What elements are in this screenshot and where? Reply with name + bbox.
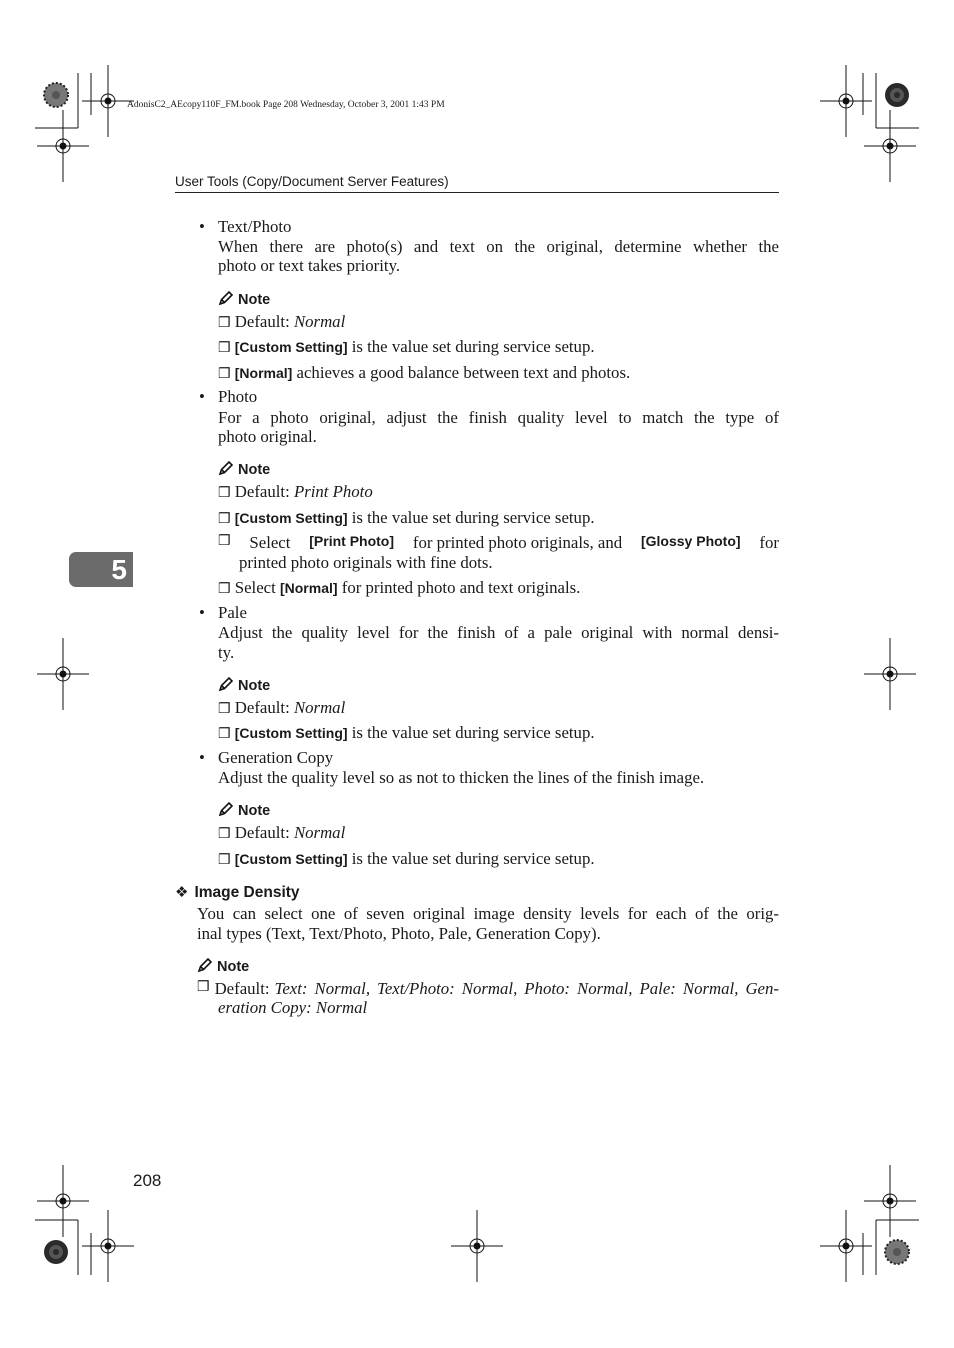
list-item: ❒ Default: Normal [218,823,346,842]
generation-copy-desc: Adjust the quality level so as not to thicken the lines of the finish image. [218,768,705,787]
pale-desc-line1: Adjust the quality level for the finish of a pale original with normal densi- [218,623,779,642]
bullet-generation-copy-label: Generation Copy [218,748,334,767]
bullet-dot: • [199,387,205,406]
note-label: Note [238,678,271,694]
pencil-icon [218,290,234,306]
note-heading [197,957,249,975]
list-item: ❒ [Custom Setting] is the value set during service setup. [218,849,595,868]
print-slug: AdonisC2_AEcopy110F_FM.book Page 208 Wednesday, October 3, 2001 1:43 PM [127,100,445,110]
note-label: Note [238,803,271,819]
list-item: ❒ [Custom Setting] is the value set during service setup. [218,723,595,742]
page-number: 208 [133,1171,162,1190]
section-heading: ❖ Image Density [175,884,300,901]
pencil-icon [218,676,234,692]
key-normal: [Normal] [234,365,293,381]
default-value: Normal [293,312,346,331]
header-rule [175,192,779,193]
list-item: ❒ [Custom Setting] is the value set during service setup. [218,508,595,527]
bullet-pale-label: Pale [218,603,247,622]
default-value-continuation: eration Copy: Normal [218,998,368,1017]
list-item: ❒ Select [Print Photo] for printed photo originals, and [Glossy Photo] for [218,533,779,552]
list-item: ❒ Default: Print Photo [218,482,373,501]
key-custom-setting: [Custom Setting] [234,339,348,355]
image-density-desc-line1: You can select one of seven original image density levels for each of the orig- [197,904,779,923]
key-custom-setting: [Custom Setting] [234,725,348,741]
bullet-dot: • [199,603,205,622]
checkbox-icon: ❒ [218,534,231,549]
list-item: ❒ Default: Text: Normal, Text/Photo: Normal, Photo: Normal, Pale: Normal, Gen- [197,979,779,998]
pencil-icon [218,460,234,476]
checkbox-icon: ❒ [197,980,210,995]
bullet-photo-label: Photo [218,387,258,406]
image-density-desc-line2: inal types (Text, Text/Photo, Photo, Pale, Generation Copy). [197,924,601,943]
note-label: Note [238,292,271,308]
list-item: ❒ Default: Normal [218,698,346,717]
pencil-icon [218,801,234,817]
checkbox-icon: ❒ [218,512,231,527]
checkbox-icon: ❒ [218,341,231,356]
running-head: User Tools (Copy/Document Server Features) [175,174,449,189]
key-glossy-photo: [Glossy Photo] [640,533,741,549]
key-normal: [Normal] [279,580,338,596]
chapter-tab: 5 [69,552,133,587]
key-custom-setting: [Custom Setting] [234,851,348,867]
text-photo-desc-line1: When there are photo(s) and text on the original, determine whether the [218,237,779,256]
list-item: ❒ [Normal] achieves a good balance between text and photos. [218,363,631,382]
photo-desc-line1: For a photo original, adjust the finish quality level to match the type of [218,408,779,427]
checkbox-icon: ❒ [218,486,231,501]
bullet-dot: • [199,217,205,236]
default-value: Normal [293,823,346,842]
checkbox-icon: ❒ [218,727,231,742]
checkbox-icon: ❒ [218,367,231,382]
checkbox-icon: ❒ [218,827,231,842]
pencil-icon [197,957,213,973]
list-item: ❒ [Custom Setting] is the value set during service setup. [218,337,595,356]
checkbox-icon: ❒ [218,702,231,717]
note-label: Note [217,959,250,975]
checkbox-icon: ❒ [218,853,231,868]
photo-desc-line2: photo original. [218,427,317,446]
checkbox-icon: ❒ [218,582,231,597]
note-heading [218,290,270,308]
default-value: Text: Normal, Text/Photo: Normal, Photo: Normal, Pale: Normal, Gen- [274,979,779,998]
bullet-text-photo-label: Text/Photo [218,217,292,236]
note-label: Note [238,462,271,478]
key-print-photo: [Print Photo] [309,533,395,549]
list-item: ❒ Default: Normal [218,312,346,331]
text-photo-desc-line2: photo or text takes priority. [218,256,401,275]
default-value: Normal [293,698,346,717]
default-value: Print Photo [293,482,373,501]
note-heading [218,801,270,819]
note-heading [218,676,270,694]
list-item: ❒ Select [Normal] for printed photo and text originals. [218,578,581,597]
key-custom-setting: [Custom Setting] [234,510,348,526]
bullet-dot: • [199,748,205,767]
diamond-bullet-icon: ❖ [175,884,189,901]
pale-desc-line2: ty. [218,643,235,662]
note-heading [218,460,270,478]
list-item-continuation: printed photo originals with fine dots. [239,553,493,572]
checkbox-icon: ❒ [218,316,231,331]
